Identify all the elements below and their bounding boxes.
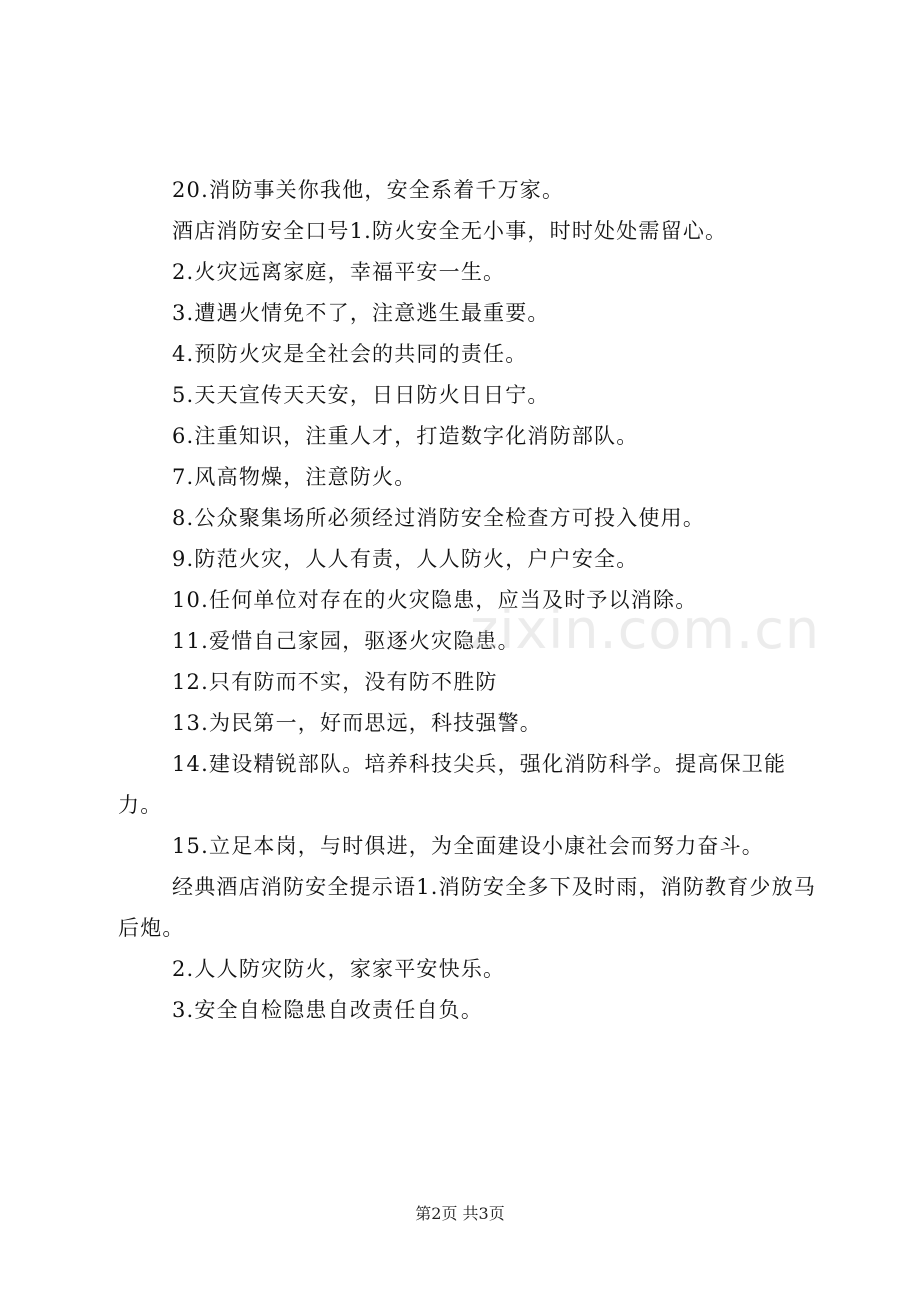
paragraph: 4.预防火灾是全社会的共同的责任。 <box>172 342 528 366</box>
paragraph: 11.爱惜自己家园，驱逐火灾隐患。 <box>172 629 520 653</box>
paragraph: 经典酒店消防安全提示语1.消防安全多下及时雨，消防教育少放马后炮。 <box>118 875 817 940</box>
paragraph: 3.安全自检隐患自改责任自负。 <box>172 998 484 1022</box>
paragraph: 3.遭遇火情免不了，注意逃生最重要。 <box>172 301 550 325</box>
paragraph: 13.为民第一，好而思远，科技强警。 <box>172 711 542 735</box>
paragraph: 10.任何单位对存在的火灾隐患，应当及时予以消除。 <box>172 588 698 612</box>
paragraph: 9.防范火灾，人人有责，人人防火，户户安全。 <box>172 547 639 571</box>
paragraph: 20.消防事关你我他，安全系着千万家。 <box>172 178 565 202</box>
paragraph: 7.风高物燥，注意防火。 <box>172 465 417 489</box>
paragraph: 酒店消防安全口号1.防火安全无小事，时时处处需留心。 <box>172 219 728 243</box>
paragraph: 8.公众聚集场所必须经过消防安全检查方可投入使用。 <box>172 506 706 530</box>
paragraph: 12.只有防而不实，没有防不胜防 <box>172 670 498 694</box>
page-footer: 第2页 共3页 <box>415 1204 505 1223</box>
document-body <box>118 170 821 1031</box>
paragraph: 15.立足本岗，与时俱进，为全面建设小康社会而努力奋斗。 <box>172 834 764 858</box>
paragraph: 14.建设精锐部队。培养科技尖兵，强化消防科学。提高保卫能力。 <box>118 752 787 817</box>
paragraph: 2.人人防灾防火，家家平安快乐。 <box>172 957 506 981</box>
paragraph: 2.火灾远离家庭，幸福平安一生。 <box>172 260 506 284</box>
paragraph: 5.天天宣传天天安，日日防火日日宁。 <box>172 383 550 407</box>
paragraph: 6.注重知识，注重人才，打造数字化消防部队。 <box>172 424 639 448</box>
watermark: zixin.com.cn <box>470 598 821 661</box>
